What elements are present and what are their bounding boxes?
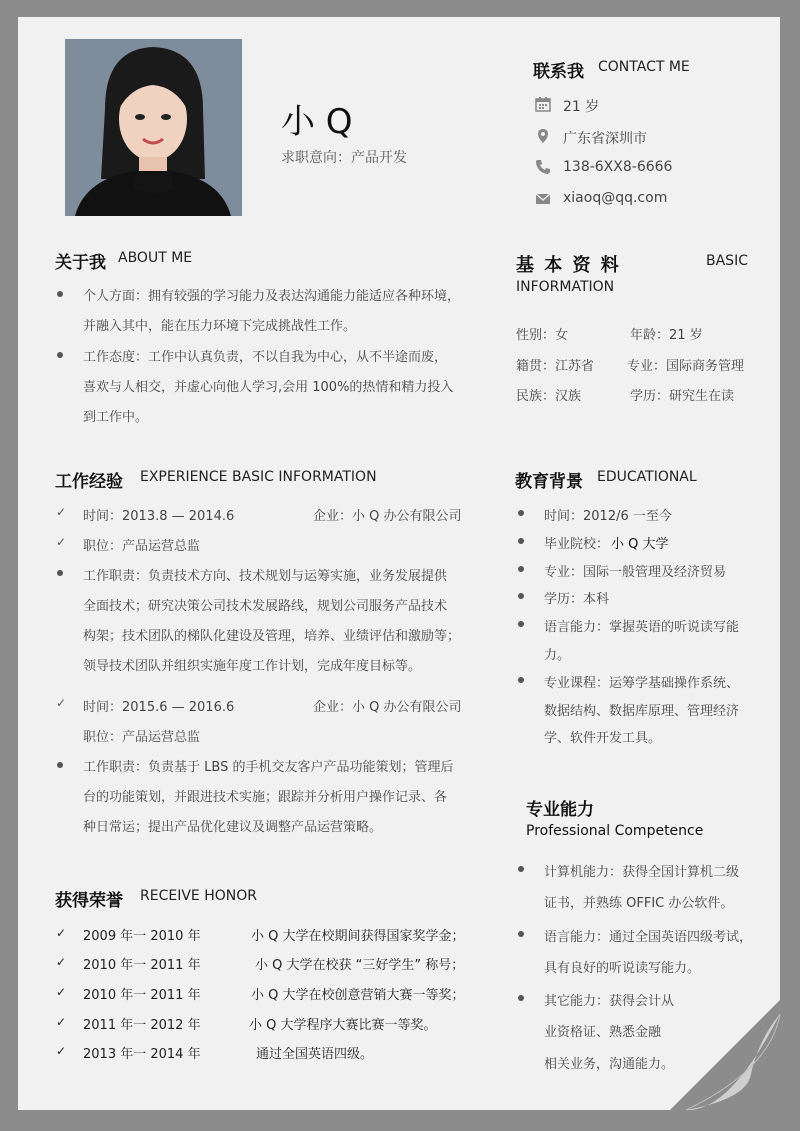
about-line: 并融入其中，能在压力环境下完成挑战性工作。 [83, 319, 357, 334]
check-icon: ✓ [56, 955, 67, 969]
education-title-en: EDUCATIONAL [597, 469, 697, 485]
job2-bullet [57, 762, 63, 768]
edu-courses-line: 专业课程：运筹学基础操作系统、 [544, 676, 740, 691]
honor-year: 2011 年一 2012 年 [83, 1018, 201, 1033]
basic-origin: 籍贯：江苏省 [516, 359, 595, 374]
location-pin-icon [535, 128, 551, 144]
job2-time: 时间：2015.6 — 2016.6 [83, 700, 235, 715]
skill-line: 其它能力：获得会计从 [544, 994, 675, 1009]
about-bullet [57, 291, 63, 297]
check-icon: ✓ [56, 1044, 67, 1058]
job1-duty-line: 工作职责：负责技术方向、技术规划与运筹实施，业务发展提供 [83, 569, 448, 584]
edu-bullet [518, 538, 524, 544]
job2-duty-line: 工作职责：负责基于 LBS 的手机交友客户产品功能策划；管理后 [83, 760, 454, 775]
basic-gender: 性别：女 [516, 328, 569, 343]
contact-location: 广东省深圳市 [563, 131, 647, 147]
job1-position: 职位：产品运营总监 [83, 539, 201, 554]
about-line: 到工作中。 [83, 410, 149, 425]
job2-company: 企业：小 Q 办公有限公司 [313, 700, 462, 715]
job1-duty-line: 全面技术；研究决策公司技术发展路线，规划公司服务产品技术 [83, 599, 448, 614]
honor-year: 2010 年一 2011 年 [83, 958, 201, 973]
experience-title-en: EXPERIENCE BASIC INFORMATION [140, 469, 377, 485]
experience-title: 工作经验 [55, 472, 123, 492]
skill-line: 计算机能力：获得全国计算机二级 [544, 865, 740, 880]
honor-title-en: RECEIVE HONOR [140, 888, 257, 904]
about-bullet [57, 352, 63, 358]
basic-age: 年龄：21 岁 [630, 328, 703, 343]
basic-title-en: BASIC [706, 253, 748, 269]
honor-desc: 小 Q 大学在校期间获得国家奖学金； [251, 929, 465, 944]
edu-bullet [518, 510, 524, 516]
basic-degree: 学历：研究生在读 [630, 389, 735, 404]
job1-duty-line: 领导技术团队并组织实施年度工作计划，完成年度目标等。 [83, 659, 422, 674]
about-line: 工作态度：工作中认真负责，不以自我为中心，从不半途而废， [83, 350, 448, 365]
calendar-icon [535, 96, 551, 112]
job1-time: 时间：2013.8 — 2014.6 [83, 509, 235, 524]
skill-bullet [518, 931, 524, 937]
about-title: 关于我 [55, 253, 106, 273]
job2-duty-line: 种日常运；提出产品优化建议及调整产品运营策略。 [83, 820, 383, 835]
check-icon: ✓ [56, 985, 67, 999]
honor-desc: 小 Q 大学程序大赛比赛一等奖。 [249, 1018, 437, 1033]
contact-title-en: CONTACT ME [598, 59, 690, 75]
about-title-en: ABOUT ME [118, 250, 193, 266]
check-icon: ✓ [56, 1015, 67, 1029]
honor-desc: 通过全国英语四级。 [256, 1047, 374, 1062]
check-icon: ✓ [56, 926, 67, 940]
contact-title: 联系我 [533, 62, 584, 82]
honor-desc: 小 Q 大学在校获 “三好学生” 称号； [255, 958, 465, 973]
edu-bullet [518, 566, 524, 572]
honor-year: 2013 年一 2014 年 [83, 1047, 201, 1062]
basic-ethnicity: 民族：汉族 [516, 389, 582, 404]
edu-school-label: 毕业院校： [544, 537, 610, 552]
edu-language-line: 力。 [544, 648, 571, 663]
skill-bullet [518, 995, 524, 1001]
check-icon: ✓ [56, 535, 67, 549]
skill-line: 证书，并熟练 OFFIC 办公软件。 [544, 896, 734, 911]
honor-title: 获得荣誉 [55, 891, 123, 911]
check-icon: ✓ [56, 505, 67, 519]
contact-email: xiaoq@qq.com [563, 190, 668, 206]
honor-year: 2010 年一 2011 年 [83, 988, 201, 1003]
page-curl [670, 1000, 800, 1131]
edu-major: 专业：国际一般管理及经济贸易 [544, 565, 727, 580]
skills-title: 专业能力 [526, 800, 594, 820]
skill-line: 具有良好的听说读写能力。 [544, 961, 701, 976]
edu-time: 时间：2012/6 一至今 [544, 509, 672, 524]
about-line: 个人方面：拥有较强的学习能力及表达沟通能力能适应各种环境， [83, 289, 461, 304]
about-line: 喜欢与人相交，并虚心向他人学习,会用 100%的热情和精力投入 [83, 380, 454, 395]
candidate-name: 小 Q [281, 102, 353, 142]
profile-photo [65, 39, 242, 216]
basic-title-en-2: INFORMATION [516, 279, 615, 295]
mail-icon [535, 191, 551, 207]
job1-duty-line: 构架；技术团队的梯队化建设及管理，培养、业绩评估和激励等； [83, 629, 461, 644]
edu-courses-line: 数据结构、数据库原理、管理经济 [544, 704, 740, 719]
edu-courses-line: 学、软件开发工具。 [544, 731, 662, 746]
job2-position: 职位：产品运营总监 [83, 730, 201, 745]
honor-desc: 小 Q 大学在校创意营销大赛一等奖； [251, 988, 465, 1003]
phone-icon [535, 159, 551, 175]
edu-school: 小 Q 大学 [611, 537, 669, 552]
skills-title-en: Professional Competence [526, 823, 704, 839]
contact-phone: 138-6XX8-6666 [563, 159, 673, 175]
edu-bullet [518, 677, 524, 683]
check-icon: ✓ [56, 696, 67, 710]
contact-age: 21 岁 [563, 99, 600, 115]
basic-title: 基 本 资 料 [516, 255, 621, 276]
basic-major: 专业：国际商务管理 [627, 359, 745, 374]
edu-bullet [518, 621, 524, 627]
skill-bullet [518, 866, 524, 872]
job1-company: 企业：小 Q 办公有限公司 [313, 509, 462, 524]
education-title: 教育背景 [515, 472, 583, 492]
skill-line: 相关业务，沟通能力。 [544, 1057, 675, 1072]
job-intent: 求职意向：产品开发 [281, 150, 407, 166]
skill-line: 语言能力：通过全国英语四级考试， [544, 930, 753, 945]
edu-language-line: 语言能力：掌握英语的听说读写能 [544, 620, 740, 635]
edu-degree: 学历：本科 [544, 592, 610, 607]
job2-duty-line: 台的功能策划，并跟进技术实施；跟踪并分析用户操作记录、各 [83, 790, 448, 805]
skill-line: 业资格证、熟悉金融 [544, 1025, 662, 1040]
job1-bullet [57, 570, 63, 576]
edu-bullet [518, 593, 524, 599]
honor-year: 2009 年一 2010 年 [83, 929, 201, 944]
